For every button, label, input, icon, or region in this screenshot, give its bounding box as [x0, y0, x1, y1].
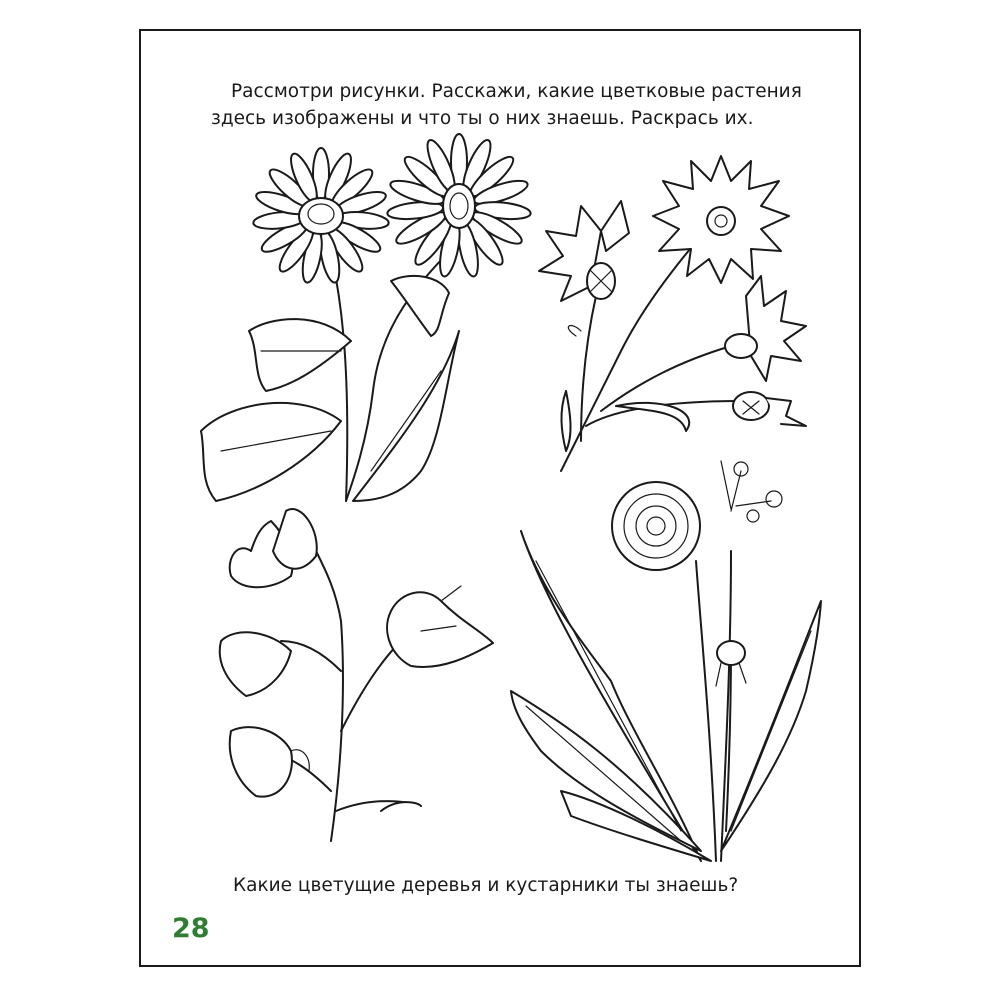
illustrations [141, 31, 858, 964]
intro-text: Рассмотри рисунки. Расскажи, какие цветковые растения здесь изображены и что ты о них знаешь. Раскрась их. [211, 81, 802, 129]
chamomile-drawing-icon [201, 134, 531, 501]
dandelion-drawing-icon [511, 461, 821, 861]
worksheet-page [139, 29, 861, 967]
question-text: Какие цветущие деревья и кустарники ты знаешь? [233, 875, 739, 896]
page-number: 28 [172, 913, 210, 944]
bellflower-drawing-icon [220, 509, 493, 841]
cornflower-drawing-icon [539, 156, 806, 471]
